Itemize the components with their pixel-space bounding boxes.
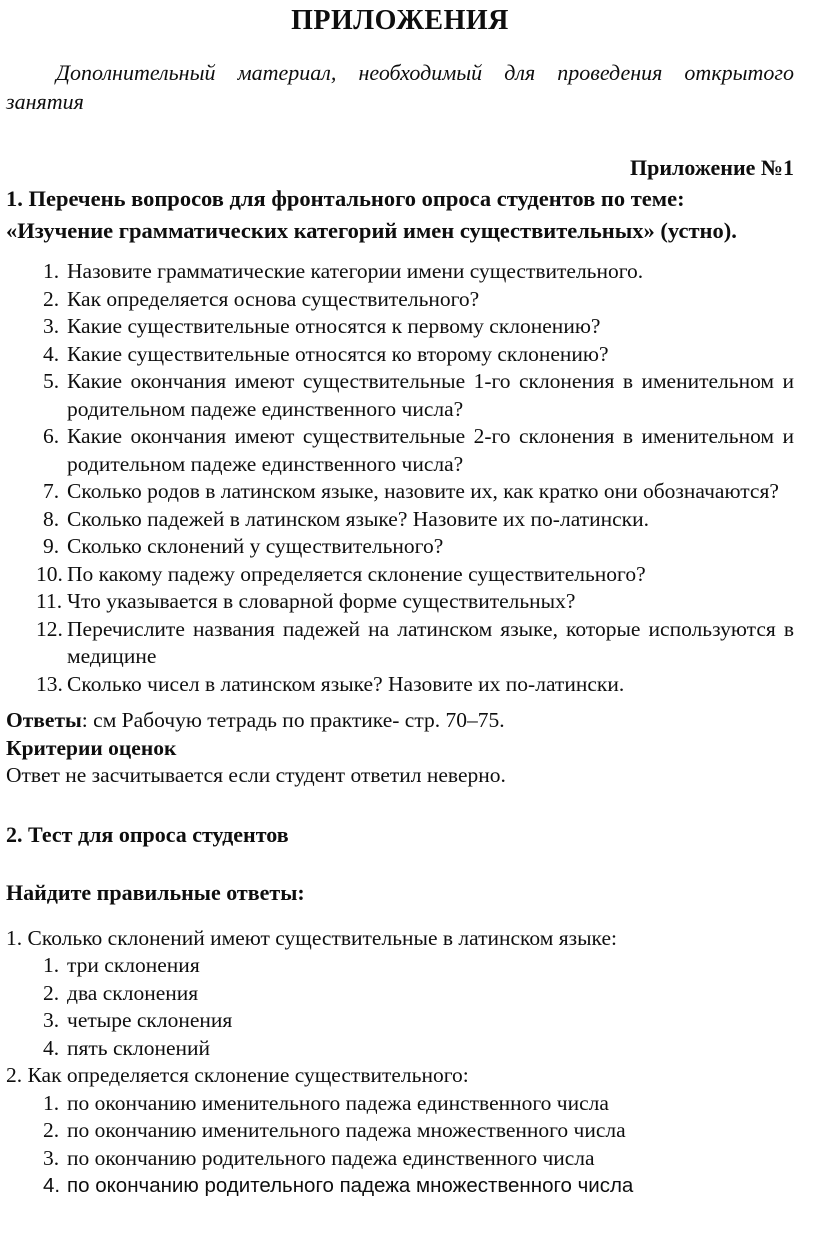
test-question-2-options (6, 1090, 794, 1200)
question-text: Назовите грамматические категории имени существительного. (67, 259, 644, 283)
test-instruction: Найдите правильные ответы: (6, 879, 305, 905)
option-number: 2. (43, 1118, 60, 1142)
option-number: 4. (43, 1174, 61, 1197)
option-item (36, 1172, 794, 1200)
question-item (36, 341, 794, 369)
question-number: 10. (36, 561, 63, 586)
question-item (36, 258, 794, 286)
option-text: по окончанию родительного падежа множественного числа (67, 1174, 634, 1197)
question-text: Какие окончания имеют существительные 1-го склонения в именительном и родительном падеже единственного числа? (67, 369, 794, 421)
question-text: Сколько чисел в латинском языке? Назовите их по-латински. (67, 671, 625, 696)
test-question-1-options (6, 952, 794, 1062)
question-number: 12. (36, 616, 63, 641)
question-text: Как определяется основа существительного? (67, 286, 480, 311)
question-text: Что указывается в словарной форме существительных? (67, 589, 576, 613)
option-text: четыре склонения (67, 1008, 233, 1032)
question-number: 7. (43, 479, 60, 503)
question-item (36, 616, 794, 671)
question-number: 8. (43, 506, 60, 531)
question-text: Сколько падежей в латинском языке? Назовите их по-латински. (67, 506, 649, 531)
question-item (36, 533, 794, 561)
question-text: Перечислите названия падежей на латинском языке, которые используются в медицине (67, 616, 794, 668)
question-number: 5. (43, 369, 60, 393)
answers-label: Ответы (6, 708, 82, 732)
question-item (36, 286, 794, 314)
option-item (36, 980, 794, 1008)
option-number: 1. (43, 1090, 60, 1115)
question-item (36, 368, 794, 423)
section1-heading-line2: «Изучение грамматических категорий имен существительных» (устно). (6, 217, 737, 243)
section2-heading: 2. Тест для опроса студентов (6, 821, 289, 847)
page-title: ПРИЛОЖЕНИЯ (291, 5, 509, 36)
option-number: 3. (43, 1008, 60, 1032)
answers-line (6, 707, 794, 735)
answers-text: : см Рабочую тетрадь по практике- стр. 70–75. (81, 708, 505, 732)
option-number: 1. (43, 953, 60, 977)
question-number: 6. (43, 424, 60, 448)
section1-heading (6, 183, 794, 246)
question-item (36, 506, 794, 534)
doc-subtitle: Дополнительный материал, необходимый для проведения открытого занятия (6, 60, 794, 114)
option-item (36, 1007, 794, 1035)
question-text: Какие существительные относятся ко второму склонению? (67, 341, 609, 366)
option-item (36, 1145, 794, 1173)
question-number: 13. (36, 671, 63, 696)
option-text: три склонения (67, 953, 200, 977)
question-number: 4. (43, 341, 60, 366)
question-item (36, 561, 794, 589)
criteria-note: Ответ не засчитывается если студент ответил неверно. (6, 763, 506, 787)
question-number: 1. (43, 259, 60, 283)
question-item (36, 423, 794, 478)
question-number: 2. (43, 286, 60, 311)
option-item (36, 952, 794, 980)
option-number: 2. (43, 980, 60, 1005)
option-text: пять склонений (67, 1035, 211, 1060)
question-text: Какие существительные относятся к первому склонению? (67, 314, 601, 338)
option-item (36, 1090, 794, 1118)
option-number: 4. (43, 1035, 60, 1060)
question-item (36, 478, 794, 506)
annex-label: Приложение №1 (630, 155, 794, 180)
section1-heading-line1: 1. Перечень вопросов для фронтального опроса студентов по теме: (6, 186, 685, 211)
option-item (36, 1035, 794, 1063)
option-text: два склонения (67, 980, 199, 1005)
question-text: Сколько склонений у существительного? (67, 534, 444, 558)
question-number: 3. (43, 314, 60, 338)
option-text: по окончанию именительного падежа единственного числа (67, 1090, 609, 1115)
criteria-heading: Критерии оценок (6, 735, 177, 760)
option-item (36, 1117, 794, 1145)
question-number: 11. (36, 589, 63, 613)
question-item (36, 588, 794, 616)
question-list (6, 258, 794, 698)
test-question-2: 2. Как определяется склонение существительного: (6, 1063, 469, 1087)
question-item (36, 671, 794, 699)
question-text: Сколько родов в латинском языке, назовите их, как кратко они обозначаются? (67, 479, 779, 503)
question-number: 9. (43, 534, 60, 558)
test-question-1: 1. Сколько склонений имеют существительные в латинском языке: (6, 925, 617, 950)
option-text: по окончанию родительного падежа единственного числа (67, 1145, 595, 1170)
option-number: 3. (43, 1145, 60, 1170)
question-text: По какому падежу определяется склонение существительного? (67, 561, 646, 586)
question-item (36, 313, 794, 341)
question-text: Какие окончания имеют существительные 2-го склонения в именительном и родительном падеже единственного числа? (67, 424, 794, 476)
option-text: по окончанию именительного падежа множественного числа (67, 1118, 626, 1142)
